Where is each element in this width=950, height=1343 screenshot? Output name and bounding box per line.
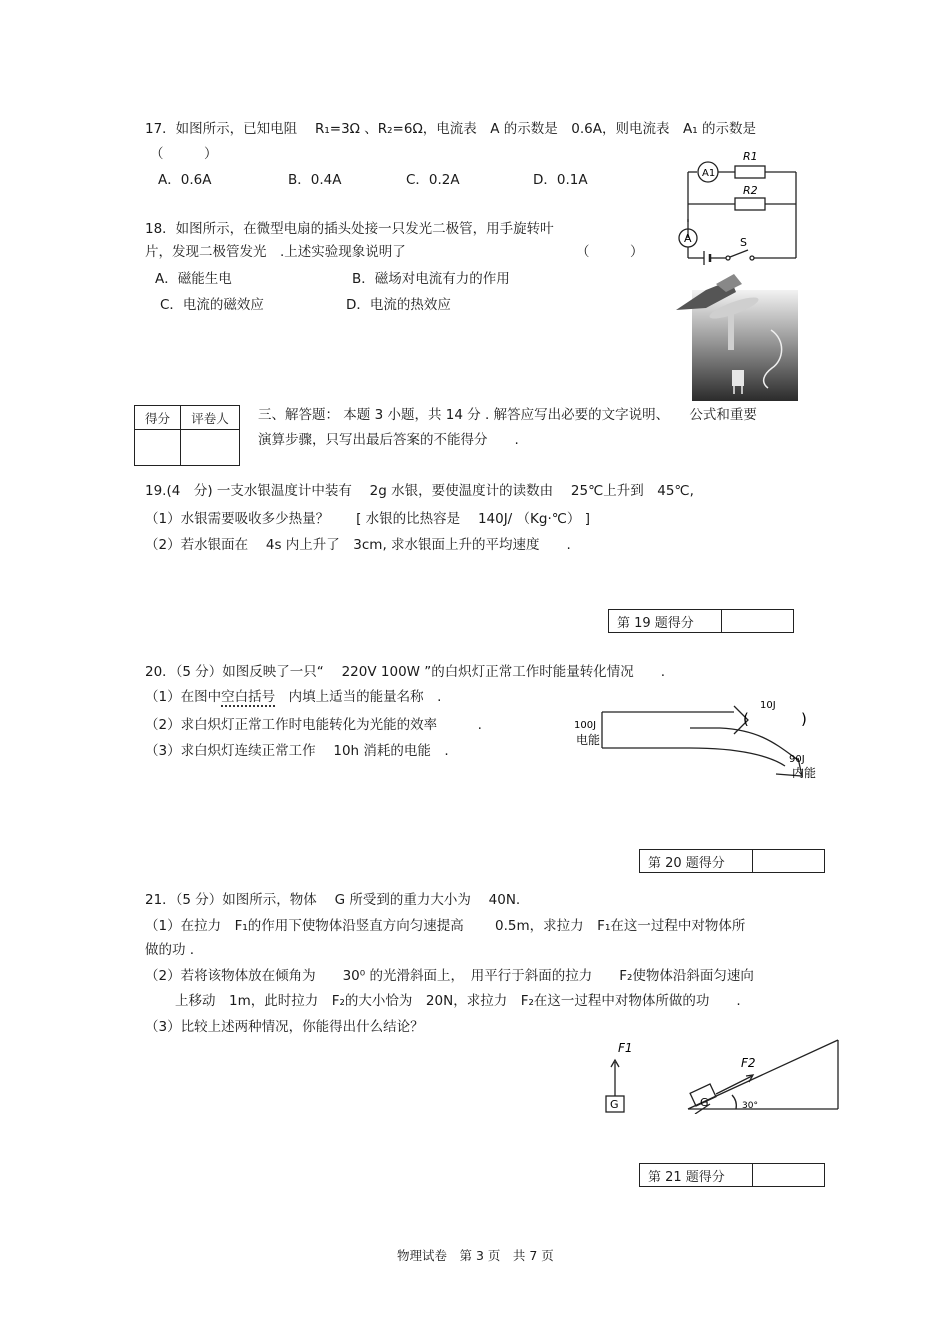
q20-part1-prefix: （1）在图中 [145, 689, 222, 705]
q20-part2: （2）求白炽灯正常工作时电能转化为光能的效率 . [145, 717, 482, 733]
page-footer: 物理试卷 第 3 页 共 7 页 [397, 1248, 554, 1263]
q18-stem-line1: 18．如图所示，在微型电扇的插头处接一只发光二极管，用手旋转叶 [145, 221, 554, 237]
force-incline-diagram [600, 1034, 845, 1114]
q21-score-box [639, 1163, 825, 1187]
q19-stem: 19.(4 分) 一支水银温度计中装有 2g 水银，要使温度计的读数由 25℃上升到 45℃, [145, 483, 694, 499]
q17-option-a: A．0.6A [158, 172, 212, 188]
q17-option-d: D．0.1A [533, 172, 588, 188]
grade-marker-cell[interactable] [181, 430, 240, 466]
q19-part2: （2）若水银面在 4s 内上升了 3cm, 求水银面上升的平均速度 . [145, 537, 571, 553]
q21-stem: 21．（5 分）如图所示，物体 G 所受到的重力大小为 40N. [145, 892, 521, 908]
q18-stem-line2: 片，发现二极管发光 .上述实验现象说明了 [145, 244, 406, 260]
q20-part1-suffix: 内填上适当的能量名称 . [288, 689, 442, 705]
force-f1-label: F1 [618, 1041, 633, 1055]
q18-option-c: C．电流的磁效应 [160, 297, 264, 313]
q20-stem: 20．（5 分）如图反映了一只“ 220V 100W ”的白炽灯正常工作时能量转化情况 . [145, 664, 666, 680]
q18-option-a: A．磁能生电 [155, 271, 232, 287]
q17-option-c: C．0.2A [406, 172, 460, 188]
q17-answer-paren: （ ） [150, 146, 218, 162]
grade-score-header: 得分 [135, 406, 181, 430]
energy-out1-value: 10J [760, 700, 776, 711]
resistor-r2-label: R2 [743, 184, 758, 197]
fan-experiment-photo [676, 270, 798, 401]
q20-score-label: 第 20 题得分 [640, 850, 753, 873]
switch-s-label: S [740, 236, 747, 249]
ammeter-a-label: A [684, 232, 692, 245]
q17-stem: 17．如图所示，已知电阻 R₁=3Ω 、R₂=6Ω，电流表 A 的示数是 0.6A，则电流表 A₁ 的示数是 [145, 121, 756, 137]
q18-answer-paren: （ ） [576, 244, 644, 260]
q19-score-box [608, 609, 794, 633]
q21-part1-line1: （1）在拉力 F₁的作用下使物体沿竖直方向匀速提高 0.5m，求拉力 F₁在这一过程中对物体所 [145, 918, 746, 934]
q21-part3: （3）比较上述两种情况，你能得出什么结论？ [145, 1019, 424, 1035]
q18-option-d: D．电流的热效应 [346, 297, 451, 313]
q21-part1-line2: 做的功 . [145, 942, 195, 958]
q20-part1 [145, 688, 441, 706]
block-g-label-vertical: G [610, 1098, 619, 1111]
energy-out2-label: 内能 [792, 766, 817, 780]
q21-score-cell[interactable] [753, 1164, 825, 1187]
energy-in-value: 100J [574, 720, 597, 731]
grade-table [134, 405, 240, 466]
q20-score-box [639, 849, 825, 873]
q20-part1-emphasis: 空白括号 [221, 689, 276, 705]
grade-marker-header: 评卷人 [181, 406, 240, 430]
q21-part2-line2: 上移动 1m，此时拉力 F₂的大小恰为 20N，求拉力 F₂在这一过程中对物体所做的功 . [175, 993, 741, 1009]
section3-instructions-line2: 演算步骤，只写出最后答案的不能得分 . [258, 432, 519, 448]
energy-flow-diagram [570, 696, 820, 788]
q17-option-b: B．0.4A [288, 172, 342, 188]
circuit-diagram [660, 142, 810, 270]
q21-score-label: 第 21 题得分 [640, 1164, 753, 1187]
energy-out1-paren-open: ( [743, 710, 749, 728]
energy-out1-paren-close: ) [801, 710, 807, 728]
force-f2-label: F2 [741, 1056, 756, 1070]
q20-part3: （3）求白炽灯连续正常工作 10h 消耗的电能 . [145, 743, 449, 759]
q19-score-cell[interactable] [722, 610, 794, 633]
q19-part1: （1）水银需要吸收多少热量？ [ 水银的比热容是 140J/ （Kg·℃） ] [145, 511, 590, 527]
grade-score-cell[interactable] [135, 430, 181, 466]
energy-in-label: 电能 [576, 733, 601, 747]
q18-option-b: B．磁场对电流有力的作用 [352, 271, 510, 287]
block-g-label-incline: G [700, 1096, 709, 1109]
q19-score-label: 第 19 题得分 [609, 610, 722, 633]
resistor-r1-label: R1 [743, 150, 758, 163]
incline-angle-label: 30° [742, 1101, 758, 1111]
q20-score-cell[interactable] [753, 850, 825, 873]
energy-out2-value: 90J [789, 754, 805, 765]
q21-part2-line1: （2）若将该物体放在倾角为 30⁰ 的光滑斜面上， 用平行于斜面的拉力 F₂使物体沿斜面匀速向 [145, 968, 754, 984]
ammeter-a1-label: A1 [702, 168, 716, 179]
section3-instructions-line1: 三、解答题： 本题 3 小题，共 14 分 . 解答应写出必要的文字说明、 公式和重要 [258, 407, 757, 423]
